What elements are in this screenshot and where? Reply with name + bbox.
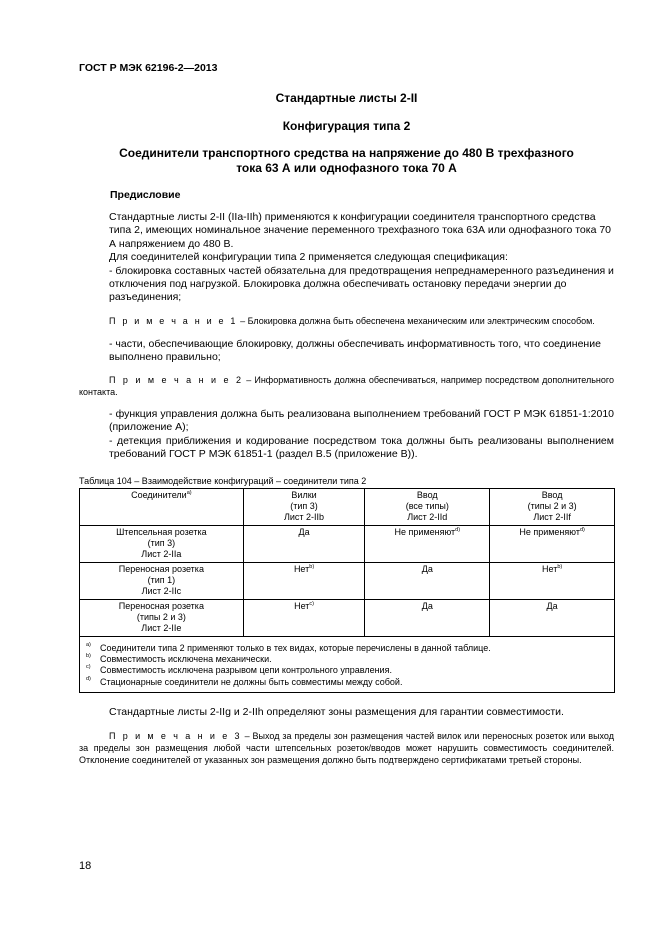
note-1-text: – Блокировка должна быть обеспечена механическим или электрическим способом. (237, 316, 595, 326)
row-label: Переносная розетка (типы 2 и 3) Лист 2-IIe (80, 600, 244, 637)
paragraph-5: - функция управления должна быть реализована выполнением требований ГОСТ Р МЭК 61851-1:2010 (приложение А); (109, 408, 614, 434)
title-standard-sheets: Стандартные листы 2-II (275, 91, 418, 105)
table-row (80, 600, 615, 637)
title-main (79, 146, 614, 176)
footnote-b: b) Совместимость исключена механически. (86, 653, 272, 665)
footnote-d: d) Стационарные соединители не должны быть совместимы между собой. (86, 675, 403, 687)
row-label: Переносная розетка (тип 1) Лист 2-IIc (80, 563, 244, 600)
note-3-text: – Выход за пределы зон размещения частей вилок или переносных розеток или выход за пределы зон размещения любой части штепсельных розеток/вводов может нарушить совместимость соединителей. Отклонение соединителей от указанных зон размещения должно быть подтверждено сертификатами третьей стороны. (79, 731, 614, 765)
body-block-2 (79, 408, 614, 462)
title-main-line1: Соединители транспортного средства на напряжение до 480 В трехфазного (119, 146, 574, 160)
header-cell-inlet-all: Ввод (все типы) Лист 2-IId (365, 489, 490, 526)
table-cell: Да (490, 600, 615, 637)
paragraph-4-text: - части, обеспечивающие блокировку, должны обеспечивать информативность того, что соединение выполнено правильно; (109, 338, 601, 364)
note-1 (79, 316, 614, 328)
table-footnotes-row (80, 637, 615, 693)
table-cell: Не применяют$^{d)}$ (490, 526, 615, 563)
body-block-1 (79, 211, 614, 305)
table-footnotes (80, 637, 615, 693)
footnote-a: a) Соединители типа 2 применяют только в тех видах, которые перечислены в данной таблице. (86, 642, 491, 653)
paragraph-6: - детекция приближения и кодирование посредством тока должны быть реализованы выполнением требований ГОСТ Р МЭК 61851-1 (раздел В.5 (приложение В)). (109, 434, 614, 461)
header-cell-plugs: Вилки (тип 3) Лист 2-IIb (243, 489, 365, 526)
table-row (80, 563, 615, 600)
table-cell: Да (243, 526, 365, 563)
note-3-label: П р и м е ч а н и е 3 (109, 731, 242, 741)
table-cell: Нет$^{c)}$ (243, 600, 365, 637)
compatibility-table (79, 488, 615, 693)
row-label: Штепсельная розетка (тип 3) Лист 2-IIa (80, 526, 244, 563)
table-cell: Да (365, 600, 490, 637)
header-cell-inlet-2-3: Ввод (типы 2 и 3) Лист 2-IIf (490, 489, 615, 526)
paragraph-2: Для соединителей конфигурации типа 2 применяется следующая спецификация: (109, 251, 508, 264)
table-cell: Не применяют$^{d)}$ (365, 526, 490, 563)
table-cell: Нет$^{b)}$ (490, 563, 615, 600)
paragraph-7-text: Стандартные листы 2-IIg и 2-IIh определяют зоны размещения для гарантии совместимости. (109, 706, 564, 718)
paragraph-7 (79, 706, 614, 719)
paragraph-1: Стандартные листы 2-II (IIa-IIh) применяются к конфигурации соединителя транспортного средства типа 2, имеющих номинальное значение переменного трехфазного тока 63А или однофазного тока 70 А напряжением до 480 В. (109, 211, 612, 250)
title-main-line2: тока 63 А или однофазного тока 70 А (236, 161, 457, 175)
note-1-label: П р и м е ч а н и е 1 (109, 316, 238, 326)
title-configuration: Конфигурация типа 2 (282, 119, 411, 133)
note-2 (79, 375, 614, 398)
note-3 (79, 730, 614, 766)
header-cell-connectors: Соединители$^{a)}$ (80, 489, 244, 526)
note-2-label: П р и м е ч а н и е 2 (109, 375, 244, 385)
note-2-text: – Информативность должна обеспечиваться, например посредством дополнительного контакта. (79, 375, 614, 397)
table-header-row (80, 489, 615, 526)
table-caption: Таблица 104 – Взаимодействие конфигураций – соединители типа 2 (79, 476, 367, 486)
table-cell: Да (365, 563, 490, 600)
table-row (80, 526, 615, 563)
foreword-heading: Предисловие (110, 189, 181, 201)
table-cell: Нет$^{b)}$ (243, 563, 365, 600)
paragraph-4 (79, 338, 614, 365)
page-number: 18 (79, 860, 92, 872)
footnote-c: c) Совместимость исключена разрывом цепи контрольного управления. (86, 664, 392, 676)
paragraph-3: - блокировка составных частей обязательна для предотвращения непреднамеренного разъединения и отключения под нагрузкой. Блокировка должна обеспечивать остановку передачи энергии до разъединения; (109, 264, 614, 304)
document-standard-header: ГОСТ Р МЭК 62196-2—2013 (79, 62, 218, 74)
